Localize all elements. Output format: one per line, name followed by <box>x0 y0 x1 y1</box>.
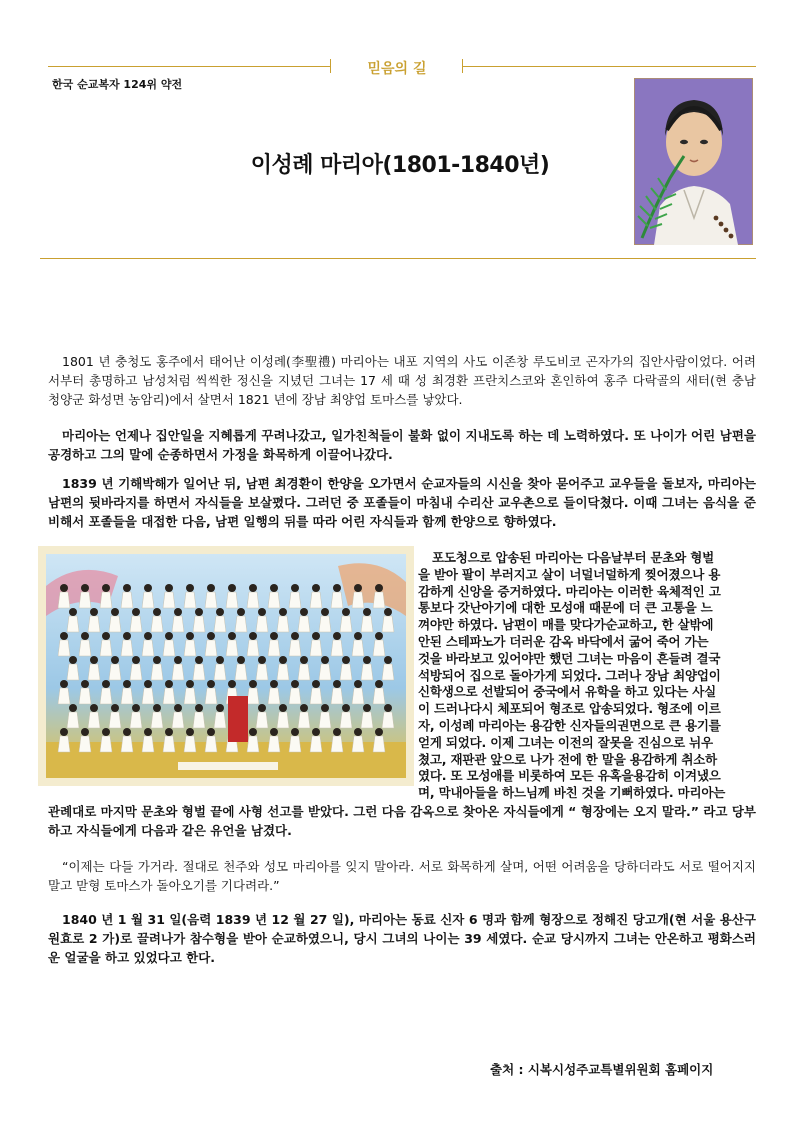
paragraph-4-line: 안된 스테파노가 더러운 감옥 바닥에서 굶어 죽어 가는 <box>418 634 709 649</box>
header-rule-bottom <box>40 258 756 259</box>
paragraph-5: 1840 년 1 월 31 일(음력 1839 년 12 월 27 일), 마리아는 동료 신자 6 명과 함께 형장으로 정해진 당고개(현 서울 용산구 원효로 2 가)로 끌려나가 참수형을 받아 순교하였으니, 당시 그녀의 나이는 39 세였다. 순교 당시까지 그녀는 안온하고 평화스러운 얼굴을 하고 있었다고 한다. <box>48 912 756 965</box>
paragraph-4-line: 통보다 갓난아기에 대한 모성애 때문에 더 큰 고통을 느 <box>418 600 713 616</box>
paragraph-4-line: 이 드러나다시 체포되어 형조로 압송되었다. 형조에 이르 <box>418 701 721 717</box>
header-rule-tick-left <box>330 59 331 73</box>
paragraph-4-line: 였다. 또 모성애를 비롯하여 모든 유혹을용감히 이겨냈으 <box>418 768 721 784</box>
section-title: 믿음의 길 <box>367 61 427 77</box>
testament-quote: “이제는 다들 가거라. 절대로 천주와 성모 마리아를 잊지 말아라. 서로 화목하게 살며, 어떤 어려움을 당하더라도 서로 떨어지지 말고 맏형 토마스가 돌아오기를 기다려라.” <box>48 859 756 893</box>
header-rule-right <box>462 66 756 67</box>
paragraph-4-line: 감하게 신앙을 증거하였다. 마리아는 이러한 육체적인 고 <box>418 583 721 599</box>
portrait-image <box>634 78 753 245</box>
paragraph-4-line: 포도청으로 압송된 마리아는 다음날부터 문초와 형벌 <box>432 550 715 565</box>
paragraph-4-tail: 관례대로 마지막 문초와 형벌 끝에 사형 선고를 받았다. 그런 다음 감옥으로 찾아온 자식들에게 “ 형장에는 오지 말라.” 라고 당부하고 자식들에게 다음과 같은 유언을 남겼다. <box>48 804 757 838</box>
subtitle: 한국 순교복자 124위 약전 <box>52 78 183 91</box>
paragraph-4-line: 것을 바라보고 있어야만 했던 그녀는 마음이 흔들려 결국 <box>418 650 721 666</box>
paragraph-4-line: 자, 이성례 마리아는 용감한 신자들의권면으로 큰 용기를 <box>418 718 721 733</box>
paragraph-4-line: 껴야만 하였다. 남편이 매를 맞다가순교하고, 한 살밖에 <box>418 617 714 633</box>
header-rule-left <box>48 66 330 67</box>
paragraph-4-line: 신학생으로 선발되어 중국에서 유학을 하고 있다는 사실 <box>418 684 717 700</box>
paragraph-4-line: 며, 막내아들을 하느님께 바친 것을 기뻐하였다. 마리아는 <box>418 785 726 801</box>
page-title: 이성례 마리아(1801-1840년) <box>250 153 550 178</box>
martyrs-painting-image <box>38 546 414 786</box>
paragraph-3: 1839 년 기해박해가 일어난 뒤, 남편 최경환이 한양을 오가면서 순교자들의 시신을 찾아 묻어주고 교우들을 돌보자, 마리아는 남편의 뒷바라지를 하면서 자식들을 보살폈다. 그러던 중 포졸들이 마침내 수리산 교우촌으로 들이닥쳤다. 이때 그녀는 음식을 준비해서 포졸들을 대접한 다음, 남편 일행의 뒤를 따라 어린 자식들과 함께 한양으로 향하였다. <box>48 476 756 529</box>
paragraph-4-line: 얻게 되었다. 이제 그녀는 이전의 잘못을 진심으로 뉘우 <box>418 734 713 750</box>
paragraph-2: 마리아는 언제나 집안일을 지혜롭게 꾸려나갔고, 일가친척들이 불화 없이 지내도록 하는 데 노력하였다. 또 나이가 어린 남편을 공경하고 그의 말에 순종하면서 가정을 화목하게 이끌어나갔다. <box>48 428 756 462</box>
paragraph-4-line: 석방되어 집으로 돌아가게 되었다. 그러나 장남 최양업이 <box>418 667 721 683</box>
paragraph-1: 1801 년 충청도 홍주에서 태어난 이성례(李聖禮) 마리아는 내포 지역의 사도 이존창 루도비코 곤자가의 집안사람이었다. 어려서부터 총명하고 남성처럼 씩씩한 정신을 지녔던 그녀는 17 세 때 성 최경환 프란치스코와 혼인하여 홍주 다락골의 새터(현 충남 청양군 화성면 농암리)에서 살면서 1821 년에 장남 최양업 토마스를 낳았다. <box>48 354 756 407</box>
source-credit: 출처 : 시복시성주교특별위원회 홈페이지 <box>490 1062 714 1077</box>
paragraph-4-line: 을 받아 팔이 부러지고 살이 너덜너덜하게 찢어졌으나 용 <box>418 566 721 582</box>
paragraph-4-line: 쳤고, 재판관 앞으로 나가 전에 한 말을 용감하게 취소하 <box>418 751 718 767</box>
